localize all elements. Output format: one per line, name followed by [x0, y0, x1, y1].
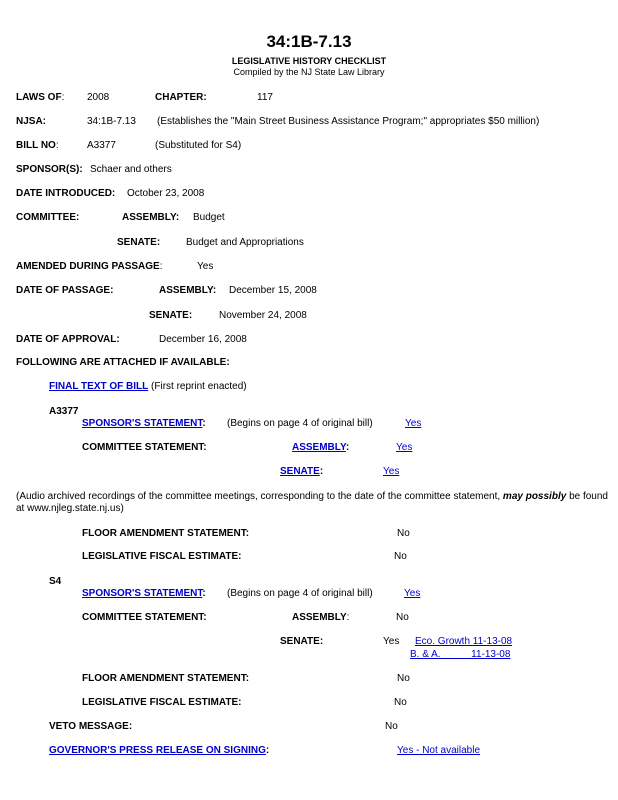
committee-label: COMMITTEE: — [16, 212, 80, 223]
passage-assembly-label: ASSEMBLY: — [159, 285, 217, 296]
committee-assembly-label: ASSEMBLY: — [122, 212, 180, 223]
laws-of-colon: : — [61, 92, 65, 103]
a3377-senate-row: SENATE: — [280, 466, 324, 477]
date-of-approval-value: December 16, 2008 — [159, 334, 247, 345]
njsa-value: 34:1B-7.13 — [87, 116, 136, 127]
a3377-senate-yes-link[interactable]: Yes — [383, 466, 400, 477]
governor-row — [49, 745, 269, 757]
passage-senate-label: SENATE: — [149, 310, 193, 321]
s4-senate-ba-link[interactable]: B. & A. 11-13-08 — [410, 649, 511, 660]
a3377-sponsor-yes-link[interactable]: Yes — [405, 418, 422, 429]
a3377-senate-link[interactable]: SENATE — [280, 466, 320, 477]
a3377-fiscal-value: No — [394, 551, 407, 562]
s4-sponsor-colon: : — [202, 588, 206, 599]
a3377-sponsor-link[interactable]: SPONSOR'S STATEMENT — [82, 418, 203, 429]
s4-sponsor-note: (Begins on page 4 of original bill) — [227, 588, 373, 599]
a3377-floor-label: FLOOR AMENDMENT STATEMENT: — [82, 528, 250, 539]
bill-no-colon: : — [55, 140, 59, 151]
s4-senate-value: Yes — [383, 636, 400, 647]
s4-floor-value: No — [397, 673, 410, 684]
bill-no-note: (Substituted for S4) — [155, 140, 242, 151]
laws-of-value: 2008 — [87, 92, 110, 103]
attachments-heading: FOLLOWING ARE ATTACHED IF AVAILABLE: — [16, 357, 230, 368]
a3377-sponsor-note: (Begins on page 4 of original bill) — [227, 418, 373, 429]
laws-of-label: LAWS OF — [16, 92, 62, 103]
governor-colon: : — [265, 745, 270, 756]
amended-label: AMENDED DURING PASSAGE — [16, 261, 160, 272]
a3377-assembly-link[interactable]: ASSEMBLY — [292, 442, 346, 453]
a3377-floor-value: No — [397, 528, 410, 539]
audio-note-emphasis: may possibly — [502, 491, 567, 502]
s4-committee-label: COMMITTEE STATEMENT: — [82, 612, 207, 623]
date-introduced-value: October 23, 2008 — [127, 188, 205, 199]
checklist-subtitle: LEGISLATIVE HISTORY CHECKLIST — [231, 56, 387, 66]
final-text-link[interactable]: FINAL TEXT OF BILL — [49, 381, 149, 392]
s4-sponsor-row — [82, 588, 206, 600]
committee-senate-value: Budget and Appropriations — [186, 237, 304, 248]
s4-floor-label: FLOOR AMENDMENT STATEMENT: — [82, 673, 250, 684]
date-introduced-label: DATE INTRODUCED: — [16, 188, 116, 199]
compiled-by: Compiled by the NJ State Law Library — [233, 67, 385, 77]
a3377-heading: A3377 — [49, 406, 79, 417]
veto-value: No — [385, 721, 398, 732]
amended-colon: : — [159, 261, 163, 272]
a3377-assembly-yes-link[interactable]: Yes — [396, 442, 413, 453]
audio-note-line1 — [16, 491, 608, 503]
audio-note-post: be found — [569, 491, 608, 502]
amended-row — [16, 261, 163, 273]
bill-no-value: A3377 — [87, 140, 116, 151]
s4-assembly-label: ASSEMBLY — [292, 612, 347, 623]
passage-senate-value: November 24, 2008 — [219, 310, 307, 321]
s4-sponsor-yes-link[interactable]: Yes — [404, 588, 421, 599]
a3377-sponsor-colon: : — [202, 418, 206, 429]
s4-senate-eco-growth-link[interactable]: Eco. Growth 11-13-08 — [415, 636, 513, 647]
amended-value: Yes — [197, 261, 214, 272]
committee-senate-label: SENATE: — [117, 237, 161, 248]
sponsors-value: Schaer and others — [90, 164, 172, 175]
governor-press-release-link[interactable]: GOVERNOR'S PRESS RELEASE ON SIGNING — [49, 745, 266, 756]
s4-fiscal-value: No — [394, 697, 407, 708]
s4-senate-label: SENATE: — [280, 636, 324, 647]
njsa-label: NJSA: — [16, 116, 47, 127]
audio-note-line2: at www.njleg.state.nj.us) — [16, 503, 124, 514]
date-of-approval-label: DATE OF APPROVAL: — [16, 334, 120, 345]
page-title: 34:1B-7.13 — [266, 32, 352, 51]
a3377-fiscal-label: LEGISLATIVE FISCAL ESTIMATE: — [82, 551, 242, 562]
bill-no-row — [16, 140, 59, 152]
a3377-sponsor-row — [82, 418, 206, 430]
bill-no-label: BILL NO — [16, 140, 56, 151]
committee-assembly-value: Budget — [193, 212, 225, 223]
chapter-label: CHAPTER: — [155, 92, 207, 103]
chapter-value: 117 — [257, 92, 273, 103]
sponsors-label: SPONSOR(S): — [16, 164, 83, 175]
date-of-passage-label: DATE OF PASSAGE: — [16, 285, 114, 296]
governor-value-link[interactable]: Yes - Not available — [397, 745, 481, 756]
s4-assembly-value: No — [396, 612, 409, 623]
s4-fiscal-label: LEGISLATIVE FISCAL ESTIMATE: — [82, 697, 242, 708]
final-text-note: (First reprint enacted) — [151, 381, 247, 392]
laws-of-row — [16, 92, 64, 104]
final-text-row — [49, 381, 247, 393]
veto-label: VETO MESSAGE: — [49, 721, 133, 732]
s4-assembly-row: ASSEMBLY: — [292, 612, 350, 623]
s4-heading: S4 — [49, 576, 62, 587]
s4-sponsor-link[interactable]: SPONSOR'S STATEMENT — [82, 588, 203, 599]
a3377-committee-label: COMMITTEE STATEMENT: — [82, 442, 207, 453]
audio-note-pre: (Audio archived recordings of the committee meetings, corresponding to the date of the committee statement, — [16, 491, 501, 502]
a3377-assembly-row: ASSEMBLY: — [292, 442, 350, 453]
njsa-note: (Establishes the "Main Street Business Assistance Program;" appropriates $50 million) — [157, 116, 540, 127]
passage-assembly-value: December 15, 2008 — [229, 285, 317, 296]
